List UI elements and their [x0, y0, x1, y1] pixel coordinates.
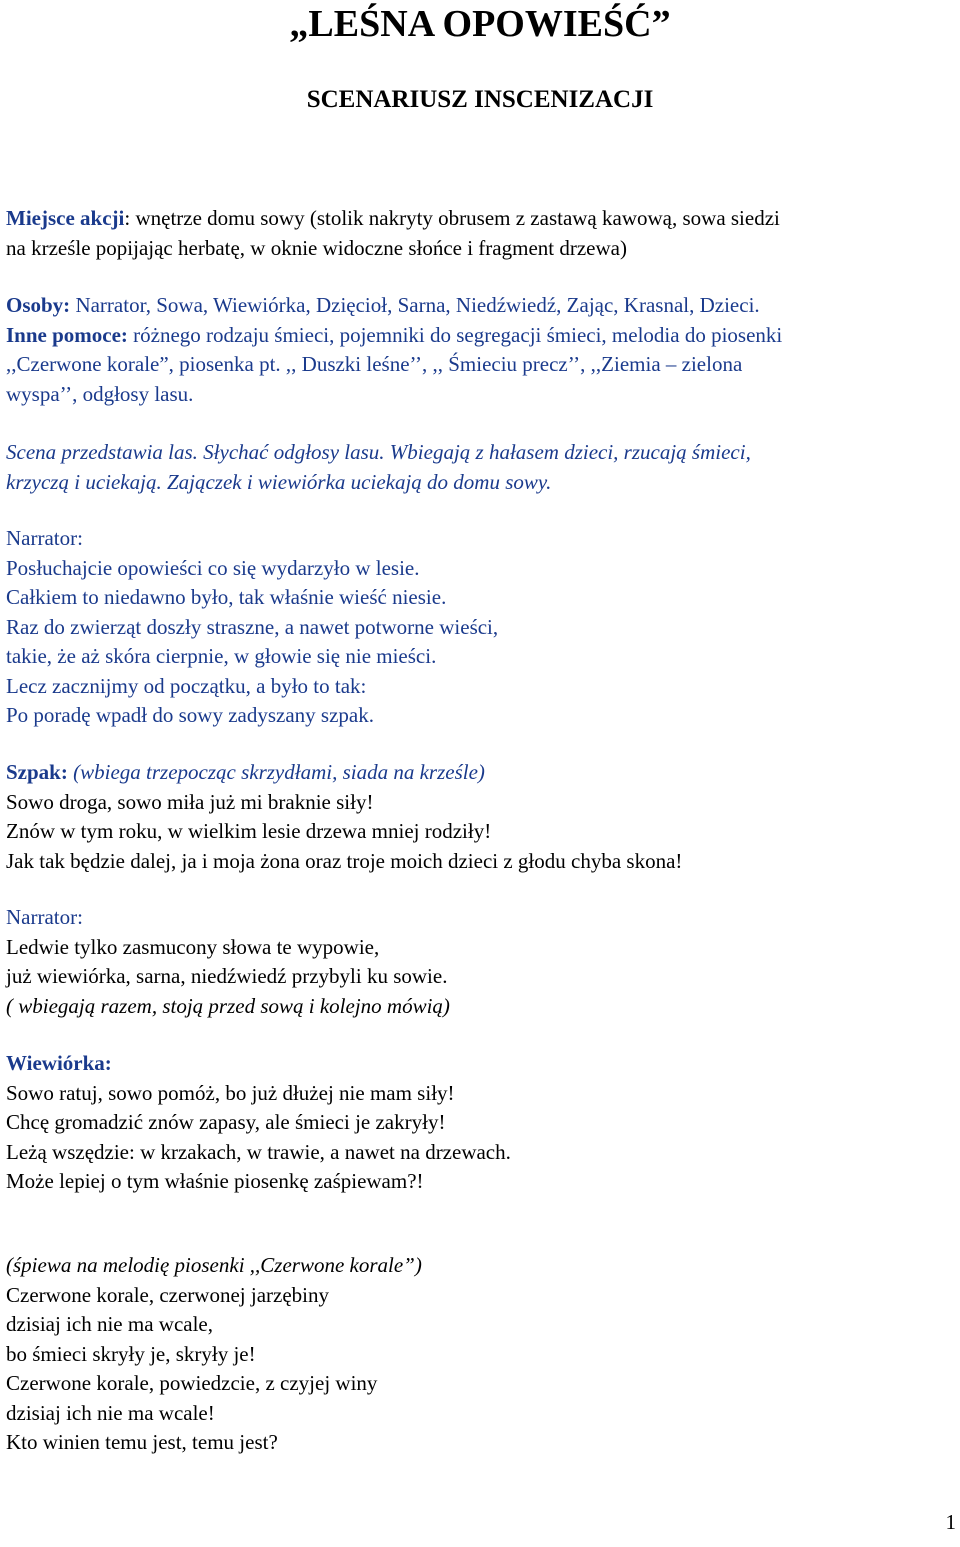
verse-line: Posłuchajcie opowieści co się wydarzyło w lesie.	[6, 555, 420, 580]
speaker-label: Narrator:	[6, 526, 83, 550]
document-subtitle: SCENARIUSZ INSCENIZACJI	[306, 86, 654, 113]
props-label: Inne pomoce:	[6, 322, 128, 347]
song-line: dzisiaj ich nie ma wcale,	[6, 1312, 213, 1336]
characters-label: Osoby:	[6, 293, 71, 317]
page-number: 1	[945, 1510, 956, 1534]
szpak-section	[6, 758, 946, 876]
setting-text: : wnętrze domu sowy (stolik nakryty obrusem z zastawą kawową, sowa siedzi	[124, 206, 780, 230]
song-line: Kto winien temu jest, temu jest?	[6, 1430, 278, 1454]
setting-line-1	[6, 204, 946, 234]
props-line-1	[6, 321, 946, 351]
characters-props-paragraph	[6, 291, 946, 409]
narrator-1-section	[6, 524, 946, 731]
song-section	[6, 1251, 946, 1458]
verse-line: Leżą wszędzie: w krzakach, w trawie, a nawet na drzewach.	[6, 1139, 511, 1164]
document-title: „LEŚNA OPOWIEŚĆ”	[289, 3, 671, 45]
verse-line: Sowo droga, sowo miła już mi braknie siły!	[6, 789, 374, 814]
verse-line: Raz do zwierząt doszły straszne, a nawet potworne wieści,	[6, 614, 499, 639]
verse-line: Znów w tym roku, w wielkim lesie drzewa mniej rodziły!	[6, 819, 492, 843]
song-line: dzisiaj ich nie ma wcale!	[6, 1400, 215, 1425]
verse-line: Ledwie tylko zasmucony słowa te wypowie,	[6, 934, 380, 959]
verse-line: Jak tak będzie dalej, ja i moja żona oraz troje moich dzieci z głodu chyba skona!	[6, 848, 683, 873]
stage-direction: (wbiega trzepocząc skrzydłami, siada na krześle)	[67, 760, 485, 784]
song-line: Czerwone korale, czerwonej jarzębiny	[6, 1282, 329, 1307]
stage-direction-line: krzyczą i uciekają. Zajączek i wiewiórka uciekają do domu sowy.	[6, 469, 552, 494]
stage-direction: ( wbiegają razem, stoją przed sową i kolejno mówią)	[6, 993, 450, 1018]
speaker-label: Narrator:	[6, 905, 83, 929]
verse-line: już wiewiórka, sarna, niedźwiedź przybyli ku sowie.	[6, 964, 448, 988]
verse-line: Całkiem to niedawno było, tak właśnie wieść niesie.	[6, 585, 447, 609]
speaker-label: Wiewiórka:	[6, 1051, 112, 1075]
narrator-2-section	[6, 903, 946, 1021]
verse-line: Może lepiej o tym właśnie piosenkę zaśpiewam?!	[6, 1169, 424, 1193]
stage-direction: (śpiewa na melodię piosenki ,,Czerwone korale”)	[6, 1253, 422, 1277]
props-text: różnego rodzaju śmieci, pojemniki do segregacji śmieci, melodia do piosenki	[127, 322, 783, 347]
stage-direction-line: Scena przedstawia las. Słychać odgłosy lasu. Wbiegają z hałasem dzieci, rzucają śmieci,	[6, 440, 751, 464]
speaker-label: Szpak:	[6, 760, 68, 784]
characters-line	[6, 291, 946, 321]
verse-line: Chcę gromadzić znów zapasy, ale śmieci je zakryły!	[6, 1110, 446, 1134]
setting-line-2: na krześle popijając herbatę, w oknie widoczne słońce i fragment drzewa)	[6, 235, 627, 260]
wiewiorka-section	[6, 1049, 946, 1197]
setting-paragraph	[6, 204, 946, 263]
setting-label: Miejsce akcji	[6, 206, 125, 230]
stage-direction-1	[6, 438, 946, 497]
song-line: bo śmieci skryły je, skryły je!	[6, 1341, 256, 1366]
song-line: Czerwone korale, powiedzcie, z czyjej winy	[6, 1371, 378, 1395]
props-line-3: wyspa’’, odgłosy lasu.	[6, 381, 194, 406]
props-line-2: ,,Czerwone korale”, piosenka pt. ,, Duszki leśne’’, ,, Śmieciu precz’’, ,,Ziemia – zielona	[6, 352, 743, 376]
szpak-header-line	[6, 758, 946, 788]
characters-text: Narrator, Sowa, Wiewiórka, Dzięcioł, Sarna, Niedźwiedź, Zając, Krasnal, Dzieci.	[70, 293, 760, 317]
verse-line: Po poradę wpadł do sowy zadyszany szpak.	[6, 703, 374, 727]
verse-line: takie, że aż skóra cierpnie, w głowie się nie mieści.	[6, 644, 437, 668]
verse-line: Sowo ratuj, sowo pomóż, bo już dłużej nie mam siły!	[6, 1080, 455, 1105]
verse-line: Lecz zacznijmy od początku, a było to tak:	[6, 673, 367, 698]
